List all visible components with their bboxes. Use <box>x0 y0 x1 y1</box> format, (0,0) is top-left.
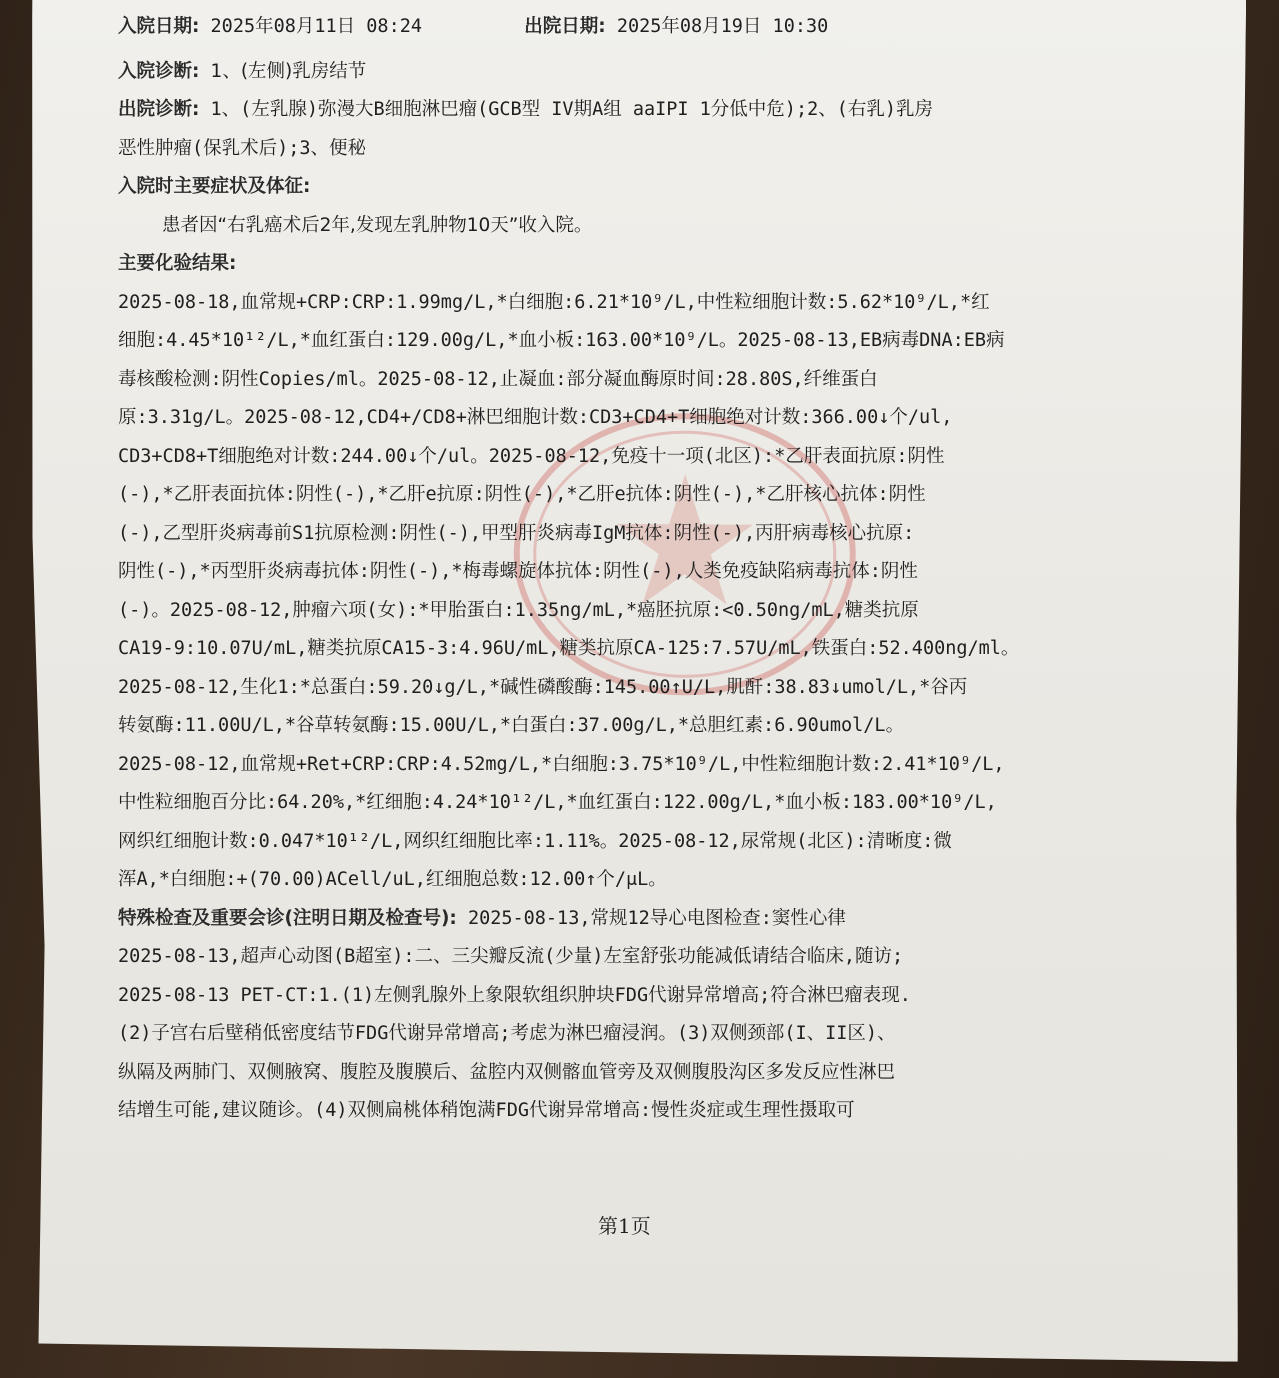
special-exams-first-text: 2025-08-13,常规12导心电图检查:窦性心律 <box>467 907 846 929</box>
lab-result-line: 原:3.31g/L。2025-08-12,CD4+/CD8+淋巴细胞计数:CD3+CD4+T细胞绝对计数:366.00↓个/ul, <box>118 407 953 428</box>
discharge-diagnosis-line1: 1、(左乳腺)弥漫大B细胞淋巴瘤(GCB型 IV期A组 aaIPI 1分低中危);2、(右乳)乳房 <box>210 99 933 120</box>
special-exam-line: 结增生可能,建议随诊。(4)双侧扁桃体稍饱满FDG代谢异常增高:慢性炎症或生理性摄取可 <box>118 1100 855 1121</box>
lab-result-line: 2025-08-12,生化1:*总蛋白:59.20↓g/L,*碱性磷酸酶:145.00↑U/L,肌酐:38.83↓umol/L,*谷丙 <box>118 676 968 698</box>
symptoms-text: 患者因“右乳癌术后2年,发现左乳肿物10天”收入院。 <box>162 214 593 236</box>
lab-result-line: (-)。2025-08-12,肿瘤六项(女):*甲胎蛋白:1.35ng/mL,*癌胚抗原:<0.50ng/mL,糖类抗原 <box>118 599 919 621</box>
admission-date: 2025年08月11日 08:24 <box>210 16 422 37</box>
discharge-diagnosis-line2: 恶性肿瘤(保乳术后);3、便秘 <box>118 137 367 159</box>
lab-result-line: 阴性(-),*丙型肝炎病毒抗体:阴性(-),*梅毒螺旋体抗体:阴性(-),人类免疫缺陷病毒抗体:阴性 <box>118 561 918 582</box>
header-dates <box>118 8 1128 47</box>
discharge-date: 2025年08月19日 10:30 <box>616 16 829 37</box>
lab-result-line: (-),乙型肝炎病毒前S1抗原检测:阴性(-),甲型肝炎病毒IgM抗体:阴性(-),丙肝病毒核心抗原: <box>118 522 915 544</box>
lab-result-line: 网织红细胞计数:0.047*10¹²/L,网织红细胞比率:1.11%。2025-08-12,尿常规(北区):清晰度:微 <box>118 830 952 852</box>
lab-result-line: 2025-08-12,血常规+Ret+CRP:CRP:4.52mg/L,*白细胞:3.75*10⁹/L,中性粒细胞计数:2.41*10⁹/L, <box>118 753 1005 775</box>
special-exams-first-line <box>118 900 1128 939</box>
lab-result-line: 中性粒细胞百分比:64.20%,*红细胞:4.24*10¹²/L,*血红蛋白:122.00g/L,*血小板:183.00*10⁹/L, <box>118 792 997 813</box>
lab-result-line: 转氨酶:11.00U/L,*谷草转氨酶:15.00U/L,*白蛋白:37.00g/L,*总胆红素:6.90umol/L。 <box>118 715 905 736</box>
document-body <box>118 8 1128 1131</box>
lab-result-line: CD3+CD8+T细胞绝对计数:244.00↓个/ul。2025-08-12,免疫十一项(北区):*乙肝表面抗原:阴性 <box>118 445 945 467</box>
discharge-date-label: 出院日期: <box>524 16 606 37</box>
lab-result-line: 浑A,*白细胞:+(70.00)ACell/uL,红细胞总数:12.00↑个/μL。 <box>118 869 667 890</box>
discharge-diagnosis <box>118 91 1128 130</box>
lab-result-line: 细胞:4.45*10¹²/L,*血红蛋白:129.00g/L,*血小板:163.00*10⁹/L。2025-08-13,EB病毒DNA:EB病 <box>118 330 1005 351</box>
special-exam-line: 纵隔及两肺门、双侧腋窝、腹腔及腹膜后、盆腔内双侧髂血管旁及双侧腹股沟区多发反应性淋巴 <box>118 1061 896 1083</box>
special-exam-line: (2)子宫右后壁稍低密度结节FDG代谢异常增高;考虑为淋巴瘤浸润。(3)双侧颈部(I、II区)、 <box>118 1023 896 1044</box>
lab-result-line: 2025-08-18,血常规+CRP:CRP:1.99mg/L,*白细胞:6.21*10⁹/L,中性粒细胞计数:5.62*10⁹/L,*红 <box>118 291 990 313</box>
admission-date-label: 入院日期: <box>118 16 200 37</box>
page-number: 第1页 <box>598 1214 651 1238</box>
admission-diagnosis-text: 1、(左侧)乳房结节 <box>210 60 367 82</box>
special-exams-label: 特殊检查及重要会诊(注明日期及检查号): <box>118 907 457 929</box>
admission-diagnosis <box>118 53 1128 92</box>
lab-result-line: 毒核酸检测:阴性Copies/ml。2025-08-12,止凝血:部分凝血酶原时间:28.80S,纤维蛋白 <box>118 368 878 390</box>
discharge-diagnosis-label: 出院诊断: <box>118 99 200 120</box>
lab-results-label: 主要化验结果: <box>118 253 237 274</box>
lab-results-text <box>118 284 1128 900</box>
lab-result-line: (-),*乙肝表面抗体:阴性(-),*乙肝e抗原:阴性(-),*乙肝e抗体:阴性(-),*乙肝核心抗体:阴性 <box>118 484 926 505</box>
lab-result-line: CA19-9:10.07U/mL,糖类抗原CA15-3:4.96U/mL,糖类抗原CA-125:7.57U/mL,铁蛋白:52.400ng/ml。 <box>118 638 1020 659</box>
special-exam-line: 2025-08-13 PET-CT:1.(1)左侧乳腺外上象限软组织肿块FDG代谢异常增高;符合淋巴瘤表现. <box>118 984 911 1006</box>
special-exams-text <box>118 938 1128 1131</box>
admission-diagnosis-label: 入院诊断: <box>118 60 200 82</box>
symptoms-label: 入院时主要症状及体征: <box>118 176 311 197</box>
special-exam-line: 2025-08-13,超声心动图(B超室):二、三尖瓣反流(少量)左室舒张功能减低请结合临床,随访; <box>118 946 904 967</box>
